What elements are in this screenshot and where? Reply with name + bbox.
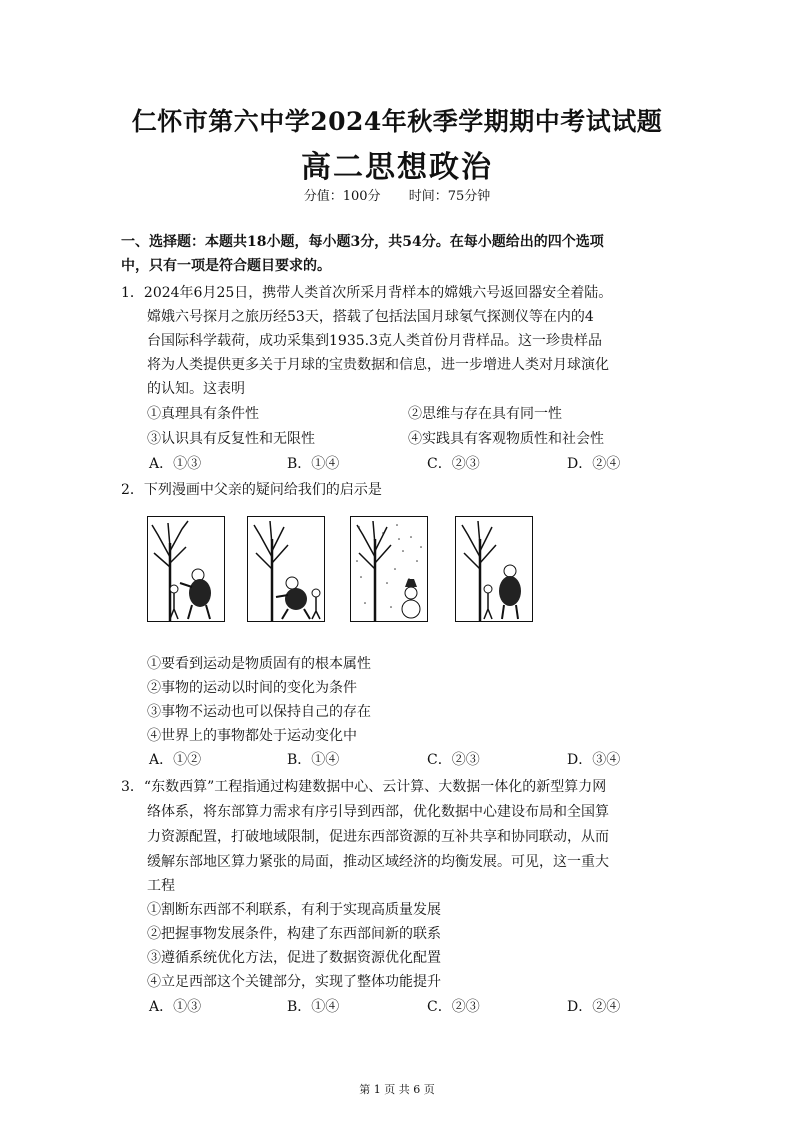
q1-option-2: ②思维与存在具有同一性 (408, 406, 562, 422)
q1-option-1: ①真理具有条件性 (147, 406, 259, 422)
comic-panel-4 (455, 516, 533, 622)
exam-title: 仁怀市第六中学2024年秋季学期期中考试试题 (131, 107, 663, 136)
q2-option-3: ③事物不运动也可以保持自己的存在 (147, 704, 371, 720)
q2-stem: 2．下列漫画中父亲的疑问给我们的启示是 (121, 482, 382, 498)
q1-option-3: ③认识具有反复性和无限性 (147, 431, 315, 447)
section-heading-line-1: 一、选择题：本题共18小题，每小题3分，共54分。在每小题给出的四个选项 (121, 234, 604, 250)
q1-stem-line-4: 将为人类提供更多关于月球的宝贵数据和信息，进一步增进人类对月球演化 (147, 357, 609, 373)
q3-option-3: ③遵循系统优化方法，促进了数据资源优化配置 (147, 950, 441, 966)
q3-stem-line-2: 络体系，将东部算力需求有序引导到西部，优化数据中心建设布局和全国算 (147, 804, 609, 820)
q3-stem-line-3: 力资源配置，打破地域限制，促进东西部资源的互补共享和协同联动，从而 (147, 829, 609, 845)
q2-answer-c[interactable]: C．②③ (427, 752, 480, 768)
q3-stem-line-1: 3．“东数西算”工程指通过构建数据中心、云计算、大数据一体化的新型算力网 (121, 779, 607, 795)
q2-answer-d[interactable]: D．③④ (567, 752, 621, 768)
q2-option-2: ②事物的运动以时间的变化为条件 (147, 680, 357, 696)
q1-answer-c[interactable]: C．②③ (427, 456, 480, 472)
time-label: 时间：75分钟 (408, 189, 491, 204)
comic-panel-3 (350, 516, 428, 622)
q3-stem-line-4: 缓解东部地区算力紧张的局面，推动区域经济的均衡发展。可见，这一重大 (147, 854, 609, 870)
q1-stem-line-5: 的认知。这表明 (147, 381, 245, 397)
q1-stem-line-2: 嫦娥六号探月之旅历经53天，搭载了包括法国月球氡气探测仪等在内的4 (147, 309, 594, 325)
q3-stem-line-5: 工程 (147, 878, 175, 894)
score-label: 分值：100分 (303, 189, 381, 204)
subject-title: 高二思想政治 (301, 150, 493, 185)
q3-option-4: ④立足西部这个关键部分，实现了整体功能提升 (147, 974, 441, 990)
page-number: 第 1 页 共 6 页 (359, 1083, 435, 1096)
q2-answer-a[interactable]: A．①② (149, 752, 202, 768)
q2-answer-b[interactable]: B．①④ (287, 752, 340, 768)
q1-answer-row (0, 452, 794, 476)
q2-answer-row (0, 748, 794, 772)
q3-answer-d[interactable]: D．②④ (567, 999, 621, 1015)
q1-answer-a[interactable]: A．①③ (149, 456, 202, 472)
q1-answer-b[interactable]: B．①④ (287, 456, 340, 472)
q3-answer-b[interactable]: B．①④ (287, 999, 340, 1015)
comic-panel-2 (247, 516, 325, 622)
q2-option-4: ④世界上的事物都处于运动变化中 (147, 728, 357, 744)
q3-answer-a[interactable]: A．①③ (149, 999, 202, 1015)
q1-stem-line-1: 1．2024年6月25日，携带人类首次所采月背样本的嫦娥六号返回器安全着陆。 (121, 285, 613, 301)
q1-stem-line-3: 台国际科学载荷，成功采集到1935.3克人类首份月背样品。这一珍贵样品 (147, 333, 602, 349)
exam-meta (0, 185, 794, 204)
q2-option-1: ①要看到运动是物质固有的根本属性 (147, 656, 371, 672)
q1-answer-d[interactable]: D．②④ (567, 456, 621, 472)
q1-option-4: ④实践具有客观物质性和社会性 (408, 431, 604, 447)
q3-option-1: ①割断东西部不利联系，有利于实现高质量发展 (147, 902, 441, 918)
section-heading-line-2: 中，只有一项是符合题目要求的。 (121, 258, 331, 274)
q3-answer-c[interactable]: C．②③ (427, 999, 480, 1015)
q3-option-2: ②把握事物发展条件，构建了东西部间新的联系 (147, 926, 441, 942)
q3-answer-row (0, 995, 794, 1019)
comic-panel-1 (147, 516, 225, 622)
